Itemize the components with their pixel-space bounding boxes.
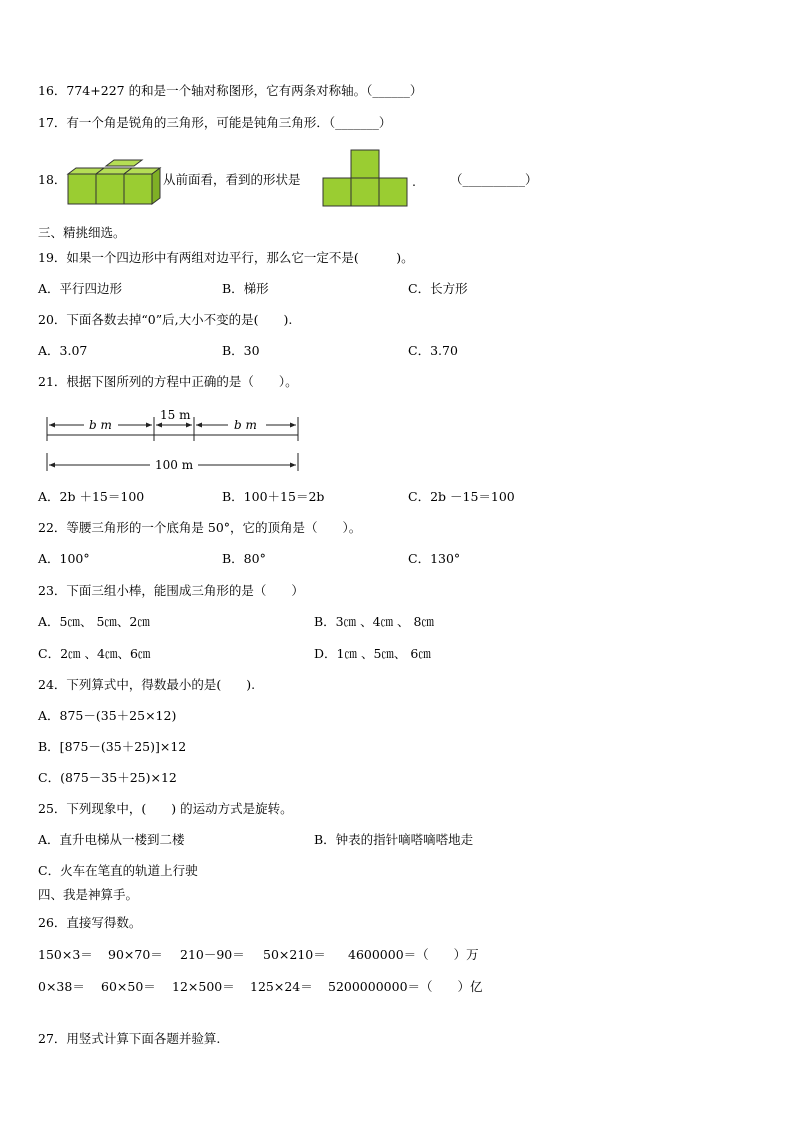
question-18-period: . [412, 174, 416, 189]
question-18-number: 18． [38, 172, 67, 187]
q24-option-a: A．875－(35＋25×12) [38, 708, 177, 723]
q23-option-d: D．1㎝ 、5㎝、 6㎝ [314, 646, 431, 661]
section-3-title: 三、精挑细选。 [38, 225, 126, 240]
q24-option-b: B．[875－(35＋25)]×12 [38, 739, 187, 754]
q23-option-c: C．2㎝ 、4㎝、6㎝ [38, 646, 151, 661]
segment-label-1: b m [89, 418, 112, 432]
question-19: 19．如果一个四边形中有两组对边平行，那么它一定不是( )。 [38, 250, 414, 265]
segment-label-2: 15 m [160, 408, 191, 422]
q20-option-b: B．30 [222, 343, 260, 358]
q22-option-c: C．130° [408, 551, 461, 566]
calc-item: 12×500＝ [172, 979, 235, 994]
q25-option-a: A．直升电梯从一楼到二楼 [38, 832, 185, 847]
calc-item: 60×50＝ [101, 979, 156, 994]
question-22: 22．等腰三角形的一个底角是 50°，它的顶角是（ ）。 [38, 520, 362, 535]
question-18-text: 从前面看，看到的形状是 [163, 172, 301, 187]
question-21: 21．根据下图所列的方程中正确的是（ ）。 [38, 374, 298, 389]
q19-option-a: A．平行四边形 [38, 281, 123, 296]
q24-option-c: C．(875－35＋25)×12 [38, 770, 177, 785]
question-16: 16．774+227 的和是一个轴对称图形，它有两条对称轴。（______） [38, 83, 423, 98]
q20-option-a: A．3.07 [38, 343, 88, 358]
q25-option-c: C．火车在笔直的轨道上行驶 [38, 863, 198, 878]
question-26: 26．直接写得数。 [38, 915, 142, 930]
q21-option-c: C．2b －15＝100 [408, 489, 515, 504]
q19-option-b: B．梯形 [222, 281, 269, 296]
q22-option-a: A．100° [38, 551, 90, 566]
question-17: 17．有一个角是锐角的三角形，可能是钝角三角形．（_______） [38, 115, 392, 130]
front-view-figure [322, 149, 408, 207]
question-20: 20．下面各数去掉“0”后,大小不变的是( ). [38, 312, 293, 327]
question-25: 25．下列现象中，( ) 的运动方式是旋转。 [38, 801, 293, 816]
question-18-blank: （__________） [450, 172, 538, 187]
question-23: 23．下面三组小棒，能围成三角形的是（ ） [38, 583, 304, 598]
calc-item: 0×38＝ [38, 979, 85, 994]
calc-item: 4600000＝（ ）万 [348, 947, 479, 962]
segment-diagram [42, 405, 304, 475]
calc-item: 50×210＝ [263, 947, 326, 962]
q23-option-a: A．5㎝、 5㎝、2㎝ [38, 614, 150, 629]
q21-option-b: B．100＋15＝2b [222, 489, 325, 504]
calc-item: 210－90＝ [180, 947, 245, 962]
question-27: 27．用竖式计算下面各题并验算. [38, 1031, 221, 1046]
calc-item: 90×70＝ [108, 947, 163, 962]
q23-option-b: B．3㎝ 、4㎝ 、 8㎝ [314, 614, 434, 629]
q25-option-b: B．钟表的指针嘀嗒嘀嗒地走 [314, 832, 474, 847]
cube-row-figure [66, 158, 163, 206]
section-4-title: 四、我是神算手。 [38, 887, 139, 902]
q19-option-c: C．长方形 [408, 281, 468, 296]
q21-option-a: A．2b ＋15＝100 [38, 489, 145, 504]
segment-label-3: b m [234, 418, 257, 432]
calc-item: 5200000000＝（ ）亿 [328, 979, 483, 994]
q22-option-b: B．80° [222, 551, 266, 566]
segment-total-label: 100 m [155, 458, 194, 472]
q20-option-c: C．3.70 [408, 343, 458, 358]
calc-item: 125×24＝ [250, 979, 313, 994]
question-24: 24．下列算式中，得数最小的是( ). [38, 677, 256, 692]
calc-item: 150×3＝ [38, 947, 93, 962]
